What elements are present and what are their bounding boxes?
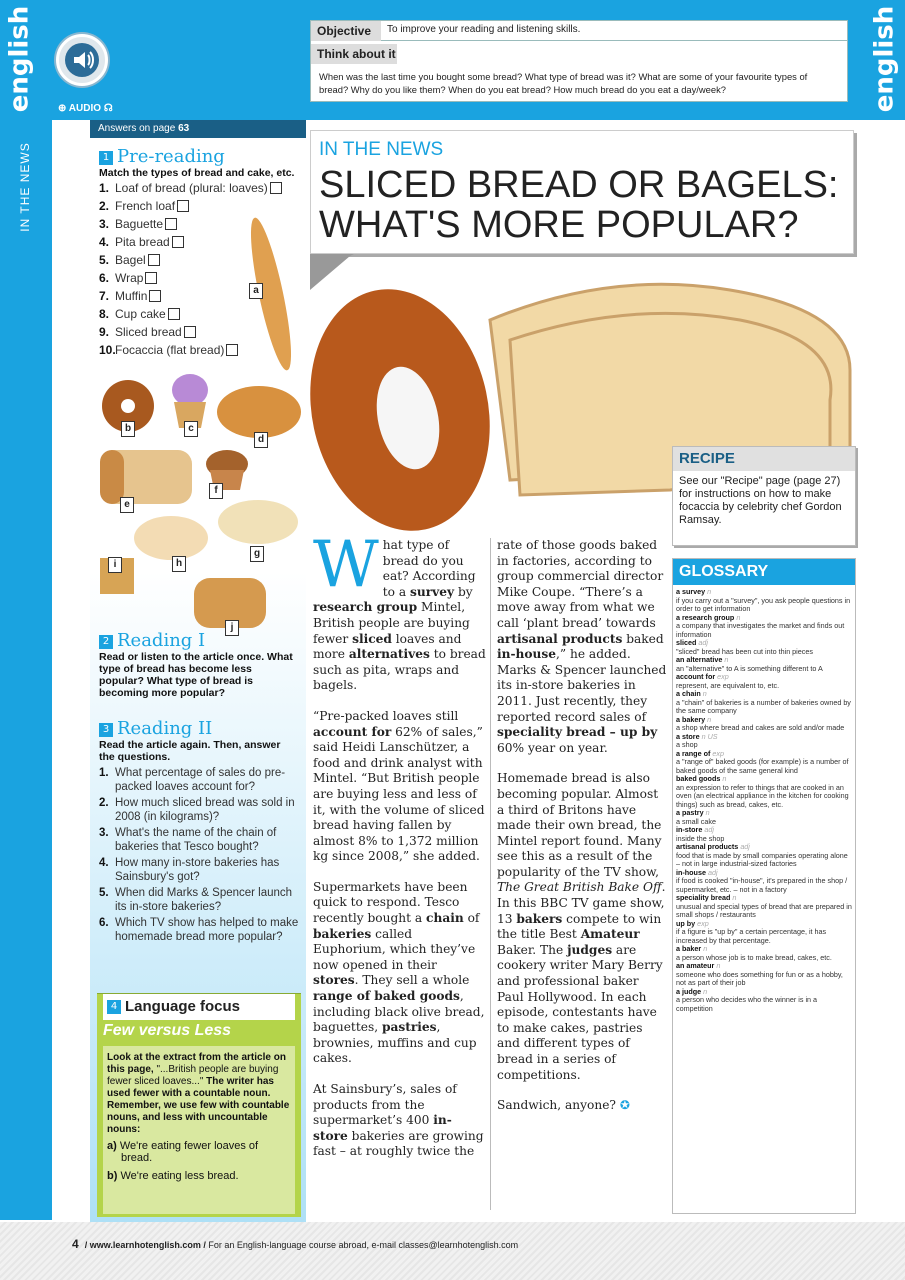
answer-checkbox[interactable] (145, 272, 157, 284)
question-number: 6. (99, 917, 109, 929)
glossary-word: in-store (676, 825, 703, 834)
glossary-entry (676, 639, 852, 656)
glossary-definition: a shop where bread and cakes are sold and/or made (676, 723, 845, 732)
question-number: 4. (99, 857, 109, 869)
lang-example-a: We're eating fewer loaves of bread. (119, 1140, 259, 1164)
glossary-entry (676, 962, 852, 988)
glossary-word: a baker (676, 944, 702, 953)
item-text: Loaf of bread (plural: loaves) (115, 181, 268, 195)
answers-prefix: Answers on page (98, 123, 179, 134)
item-text: Pita bread (115, 235, 170, 249)
glossary-definition: "sliced" bread has been cut into thin pieces (676, 646, 813, 656)
glossary-entry (676, 690, 852, 716)
label-b: b (121, 421, 135, 437)
speaker-icon (65, 43, 99, 77)
question-text: How much sliced bread was sold in 2008 (in kilograms)? (115, 797, 295, 823)
headline-title: SLICED BREAD OR BAGELS: WHAT'S MORE POPULAR? (319, 164, 839, 246)
item-number: 4. (99, 235, 110, 249)
glossary-definition: a person whose job is to make bread, cakes, etc. (676, 952, 832, 962)
glossary-word: artisanal products (676, 842, 739, 851)
headline-kicker: IN THE NEWS (319, 139, 444, 160)
glossary-entry (676, 826, 852, 843)
reading-2-section (99, 718, 299, 947)
question-text: How many in-store bakeries has Sainsbury's got? (115, 857, 280, 883)
answer-checkbox[interactable] (168, 308, 180, 320)
item-number: 9. (99, 325, 110, 339)
item-number: 6. (99, 271, 110, 285)
glossary-definition: a shop (676, 740, 698, 749)
reading-2-instruction: Read the article again. Then, answer the questions. (99, 739, 281, 763)
item-number: 5. (99, 253, 110, 267)
question-item (99, 767, 299, 794)
pita-image (132, 514, 210, 562)
item-text: Muffin (115, 289, 148, 303)
glossary-word: baked goods (676, 774, 721, 783)
glossary-pos: adj (707, 867, 718, 877)
glossary-pos: n (722, 774, 727, 783)
lang-rule: The writer has used fewer with a countable noun. Remember, we use few with countable nouns, and less with uncountable nouns: (107, 1076, 290, 1135)
item-text: Focaccia (flat bread) (115, 343, 225, 357)
glossary-word: up by (676, 918, 696, 928)
item-text: Wrap (115, 271, 144, 285)
glossary-pos: n (702, 689, 707, 698)
glossary-pos: adj (698, 638, 708, 647)
label-f: f (209, 483, 223, 499)
answer-checkbox[interactable] (177, 200, 189, 212)
item-text: Bagel (115, 253, 146, 267)
brand-logo (0, 0, 40, 120)
item-number: 10. (99, 343, 116, 357)
glossary-definition: inside the shop (676, 833, 725, 843)
article-column-2: rate of those goods baked in factories, according to group commercial director Mike Coupe. “There’s a move away from what we call ‘plant bread’ towards artisanal products baked in-house,” he added. Marks & Spencer launched its in-store bakeries in 2011. Just recently, they reported record sales of speciality bread – up by 60% year on year. Homemade bread is also becoming popular. Almost a third of Britons have made their own bread, the Mintel report found. Many see this as a result of the popularity of the TV show, The Great British Bake Off. In this BBC TV game show, 13 bakers compete to win the title Best Amateur Baker. The judges are cookery writer Mary Berry and professional baker Paul Hollywood. In each episode, contestants have to make cakes, pastries and different types of bread in a series of competitions. Sandwich, anyone? ✪ (497, 538, 667, 1113)
item-number: 1. (99, 181, 110, 195)
audio-play-button[interactable] (56, 34, 108, 86)
section-number: 1 (99, 151, 113, 165)
language-focus-box (97, 993, 301, 1217)
audio-label: ⊕ AUDIO ☊ (58, 103, 113, 114)
item-number: 3. (99, 217, 110, 231)
glossary-pos: n US (701, 731, 718, 741)
item-text: Baguette (115, 217, 164, 231)
question-number: 5. (99, 887, 109, 899)
glossary-pos: adj (740, 842, 750, 851)
glossary-pos: exp (717, 672, 729, 681)
bread-list-item (99, 179, 303, 197)
drop-cap: W (313, 528, 379, 602)
language-focus-body: Look at the extract from the article on this page, "...British people are buying fewer sliced loaves..." The writer has used fewer with a countable noun. Remember, we use few with countable nouns, and less with uncountable nouns: a) We're eating fewer loaves of bread. b) We're eating less bread. (103, 1046, 295, 1214)
question-item (99, 797, 299, 824)
headphones-icon: ☊ (103, 103, 113, 114)
glossary-definition: a "chain" of bakeries is a number of bakeries owned by the same company (676, 697, 851, 715)
glossary-pos: exp (697, 918, 709, 928)
glossary-definition: food that is made by small companies operating alone – not in large industrial-sized factories (676, 850, 848, 868)
question-text: When did Marks & Spencer launch its in-store bakeries? (115, 887, 293, 913)
label-i: i (108, 557, 122, 573)
glossary-word: sliced (676, 638, 697, 647)
recipe-text: See our "Recipe" page (page 27) for instructions on how to make focaccia by celebrity chef Gordon Ramsay. (679, 475, 842, 526)
recipe-box (672, 446, 856, 546)
glossary-entry (676, 716, 852, 733)
audio-label-text: AUDIO (68, 103, 102, 114)
page-footer (0, 1222, 905, 1280)
glossary-pos: n (736, 612, 741, 622)
label-g: g (250, 546, 264, 562)
pre-reading-instruction: Match the types of bread and cake, etc. (99, 167, 295, 179)
footer-text: For an English-language course abroad, e-mail classes@learnhotenglish.com (205, 1240, 519, 1250)
glossary-entry (676, 869, 852, 895)
glossary-word: in-house (676, 867, 706, 877)
glossary-word: account for (676, 672, 716, 681)
glossary-pos: exp (712, 748, 724, 758)
label-a: a (249, 283, 263, 299)
glossary-definition: if food is cooked "in-house", it's prepared in the shop / supermarket, etc. – not in a factory (676, 876, 848, 894)
glossary-entry (676, 614, 852, 640)
glossary-definition: a small cake (676, 816, 716, 826)
logo-text: english (4, 5, 35, 113)
glossary-word: a chain (676, 689, 701, 698)
question-list (99, 767, 299, 944)
question-number: 1. (99, 767, 109, 779)
reading-1-instruction: Read or listen to the article once. What type of bread has become less popular? What type of bread is becoming more popular? (99, 651, 293, 699)
glossary-word: a range of (676, 748, 711, 758)
glossary-definition: unusual and special types of bread that are prepared in small shops / restaurants (676, 901, 852, 919)
french-loaf-image (216, 380, 302, 440)
article-column-1: W hat type of bread do you eat? According to a survey by research group Mintel, British people are buying fewer sliced loaves and more alternatives to bread such as pita, wraps and bagels. “Pre-packed loaves still account for 62% of sales,” said Heidi Lanschützer, a food and drink analyst with Mintel. “But British people are buying less and less of it, with the volume of sliced bread having fallen by almost 8% to 1,372 million kg since 2008,” she added. Supermarkets have been quick to respond. Tesco recently bought a chain of bakeries called Euphorium, which they’ve now opened in their stores. They sell a whole range of baked goods, including black olive bread, baguettes, pastries, brownies, muffins and cup cakes. At Sainsbury’s, sales of products from the supermarket’s 400 in-store bakeries are growing fast – at roughly twice the (313, 528, 486, 1159)
question-item (99, 827, 299, 854)
glossary-word: speciality bread (676, 893, 731, 902)
glossary-pos: n (703, 986, 708, 996)
lang-intro: Look at the extract from the article on this page, (107, 1052, 286, 1075)
section-label: IN THE NEWS (18, 142, 32, 232)
item-number: 8. (99, 307, 110, 321)
page-number: 4 (72, 1237, 79, 1251)
glossary-definition: a "range of" baked goods (for example) is a number of baked goods of the same general kind (676, 757, 849, 775)
glossary-definition: represent, are equivalent to, etc. (676, 680, 780, 690)
glossary-entry (676, 988, 852, 1014)
logo-text-right: english (869, 5, 900, 113)
headline-box (310, 130, 854, 254)
footer-url[interactable]: / www.learnhotenglish.com / (84, 1240, 206, 1250)
think-text: When was the last time you bought some bread? What type of bread was it? What are some of your favourite types of bread? Why do you like them? When do you eat bread? How much bread do you eat a day/week? (319, 71, 808, 95)
glossary-entries (676, 588, 852, 1013)
glossary-word: a store (676, 731, 700, 741)
glossary-word: a research group (676, 612, 735, 622)
question-text: Which TV show has helped to make homemade bread more popular? (115, 917, 299, 943)
answer-checkbox[interactable] (165, 218, 177, 230)
answer-checkbox[interactable] (148, 254, 160, 266)
section-number: 3 (99, 723, 113, 737)
glossary-definition: someone who does something for fun or as a hobby, not as part of their job (676, 969, 843, 987)
label-d: d (254, 432, 268, 448)
glossary-entry (676, 750, 852, 776)
reading-1-section (99, 630, 299, 699)
left-sidebar (0, 120, 52, 1220)
glossary-title: GLOSSARY (673, 559, 855, 585)
question-text: What's the name of the chain of bakeries that Tesco bought? (115, 827, 277, 853)
item-text: French loaf (115, 199, 176, 213)
section-number: 4 (107, 1000, 121, 1014)
brand-logo-right (865, 0, 905, 120)
glossary-entry (676, 673, 852, 690)
glossary-definition: if you carry out a "survey", you ask people questions in order to get information (676, 595, 851, 613)
sliced-bread-image (98, 440, 196, 510)
reading-1-title: Reading I (117, 630, 206, 651)
glossary-entry (676, 809, 852, 826)
glossary-word: a survey (676, 587, 706, 596)
glossary-definition: if a figure is "up by" a certain percentage, it has increased by that percentage. (676, 927, 827, 945)
question-number: 2. (99, 797, 109, 809)
glossary-box (672, 558, 856, 1214)
glossary-pos: n (716, 961, 721, 970)
pre-reading-title: Pre-reading (117, 146, 225, 167)
question-number: 3. (99, 827, 109, 839)
answer-checkbox[interactable] (270, 182, 282, 194)
glossary-entry (676, 920, 852, 946)
label-j: j (225, 620, 239, 636)
glossary-definition: an "alternative" to A is something different to A (676, 663, 823, 673)
item-text: Cup cake (115, 307, 166, 321)
glossary-word: a pastry (676, 808, 704, 817)
glossary-pos: n (707, 714, 712, 724)
answer-checkbox[interactable] (149, 290, 161, 302)
label-c: c (184, 421, 198, 437)
glossary-word: an amateur (676, 961, 715, 970)
answers-note (90, 120, 306, 138)
glossary-entry (676, 894, 852, 920)
answers-page: 63 (178, 123, 190, 134)
wrap-image (216, 496, 300, 546)
glossary-entry (676, 843, 852, 869)
objective-box (310, 20, 848, 102)
lang-quote: "...British people are buying fewer sliced loaves..." (107, 1064, 279, 1087)
answer-checkbox[interactable] (184, 326, 196, 338)
item-number: 7. (99, 289, 110, 303)
glossary-definition: a person who decides who the winner is in a competition (676, 995, 818, 1013)
glossary-entry (676, 775, 852, 809)
glossary-word: an alternative (676, 655, 723, 664)
glossary-definition: an expression to refer to things that are cooked in an oven (an electrical appliance in the kitchen for cooking things) such as bread, cakes, etc. (676, 782, 849, 809)
glossary-pos: n (724, 655, 729, 664)
objective-text: To improve your reading and listening skills. (387, 24, 581, 35)
glossary-definition: a company that investigates the market and finds out information (676, 621, 845, 639)
end-mark-icon: ✪ (619, 1098, 631, 1113)
objective-label: Objective (311, 21, 381, 41)
column-divider (490, 538, 491, 1210)
lang-example-b: We're eating less bread. (120, 1170, 239, 1182)
glossary-word: a bakery (676, 714, 706, 724)
glossary-pos: n (707, 587, 712, 596)
question-item (99, 887, 299, 914)
glossary-entry (676, 588, 852, 614)
glossary-word: a judge (676, 986, 702, 996)
section-number: 2 (99, 635, 113, 649)
answer-checkbox[interactable] (226, 344, 238, 356)
question-text: What percentage of sales do pre-packed loaves account for? (115, 767, 286, 793)
think-label: Think about it (311, 44, 397, 64)
language-focus-subtitle: Few versus Less (103, 1022, 232, 1039)
question-item (99, 917, 299, 944)
reading-2-title: Reading II (117, 718, 213, 739)
glossary-entry (676, 733, 852, 750)
item-number: 2. (99, 199, 110, 213)
focaccia-image (98, 548, 136, 598)
bread-list-item (99, 197, 303, 215)
language-focus-title: Language focus (125, 998, 241, 1015)
answer-checkbox[interactable] (172, 236, 184, 248)
question-item (99, 857, 299, 884)
glossary-pos: adj (704, 825, 714, 834)
glossary-pos: n (732, 893, 737, 902)
item-text: Sliced bread (115, 325, 182, 339)
label-h: h (172, 556, 186, 572)
glossary-pos: n (703, 944, 708, 953)
glossary-pos: n (705, 808, 710, 817)
glossary-entry (676, 656, 852, 673)
label-e: e (120, 497, 134, 513)
glossary-entry (676, 945, 852, 962)
recipe-title: RECIPE (673, 447, 855, 471)
